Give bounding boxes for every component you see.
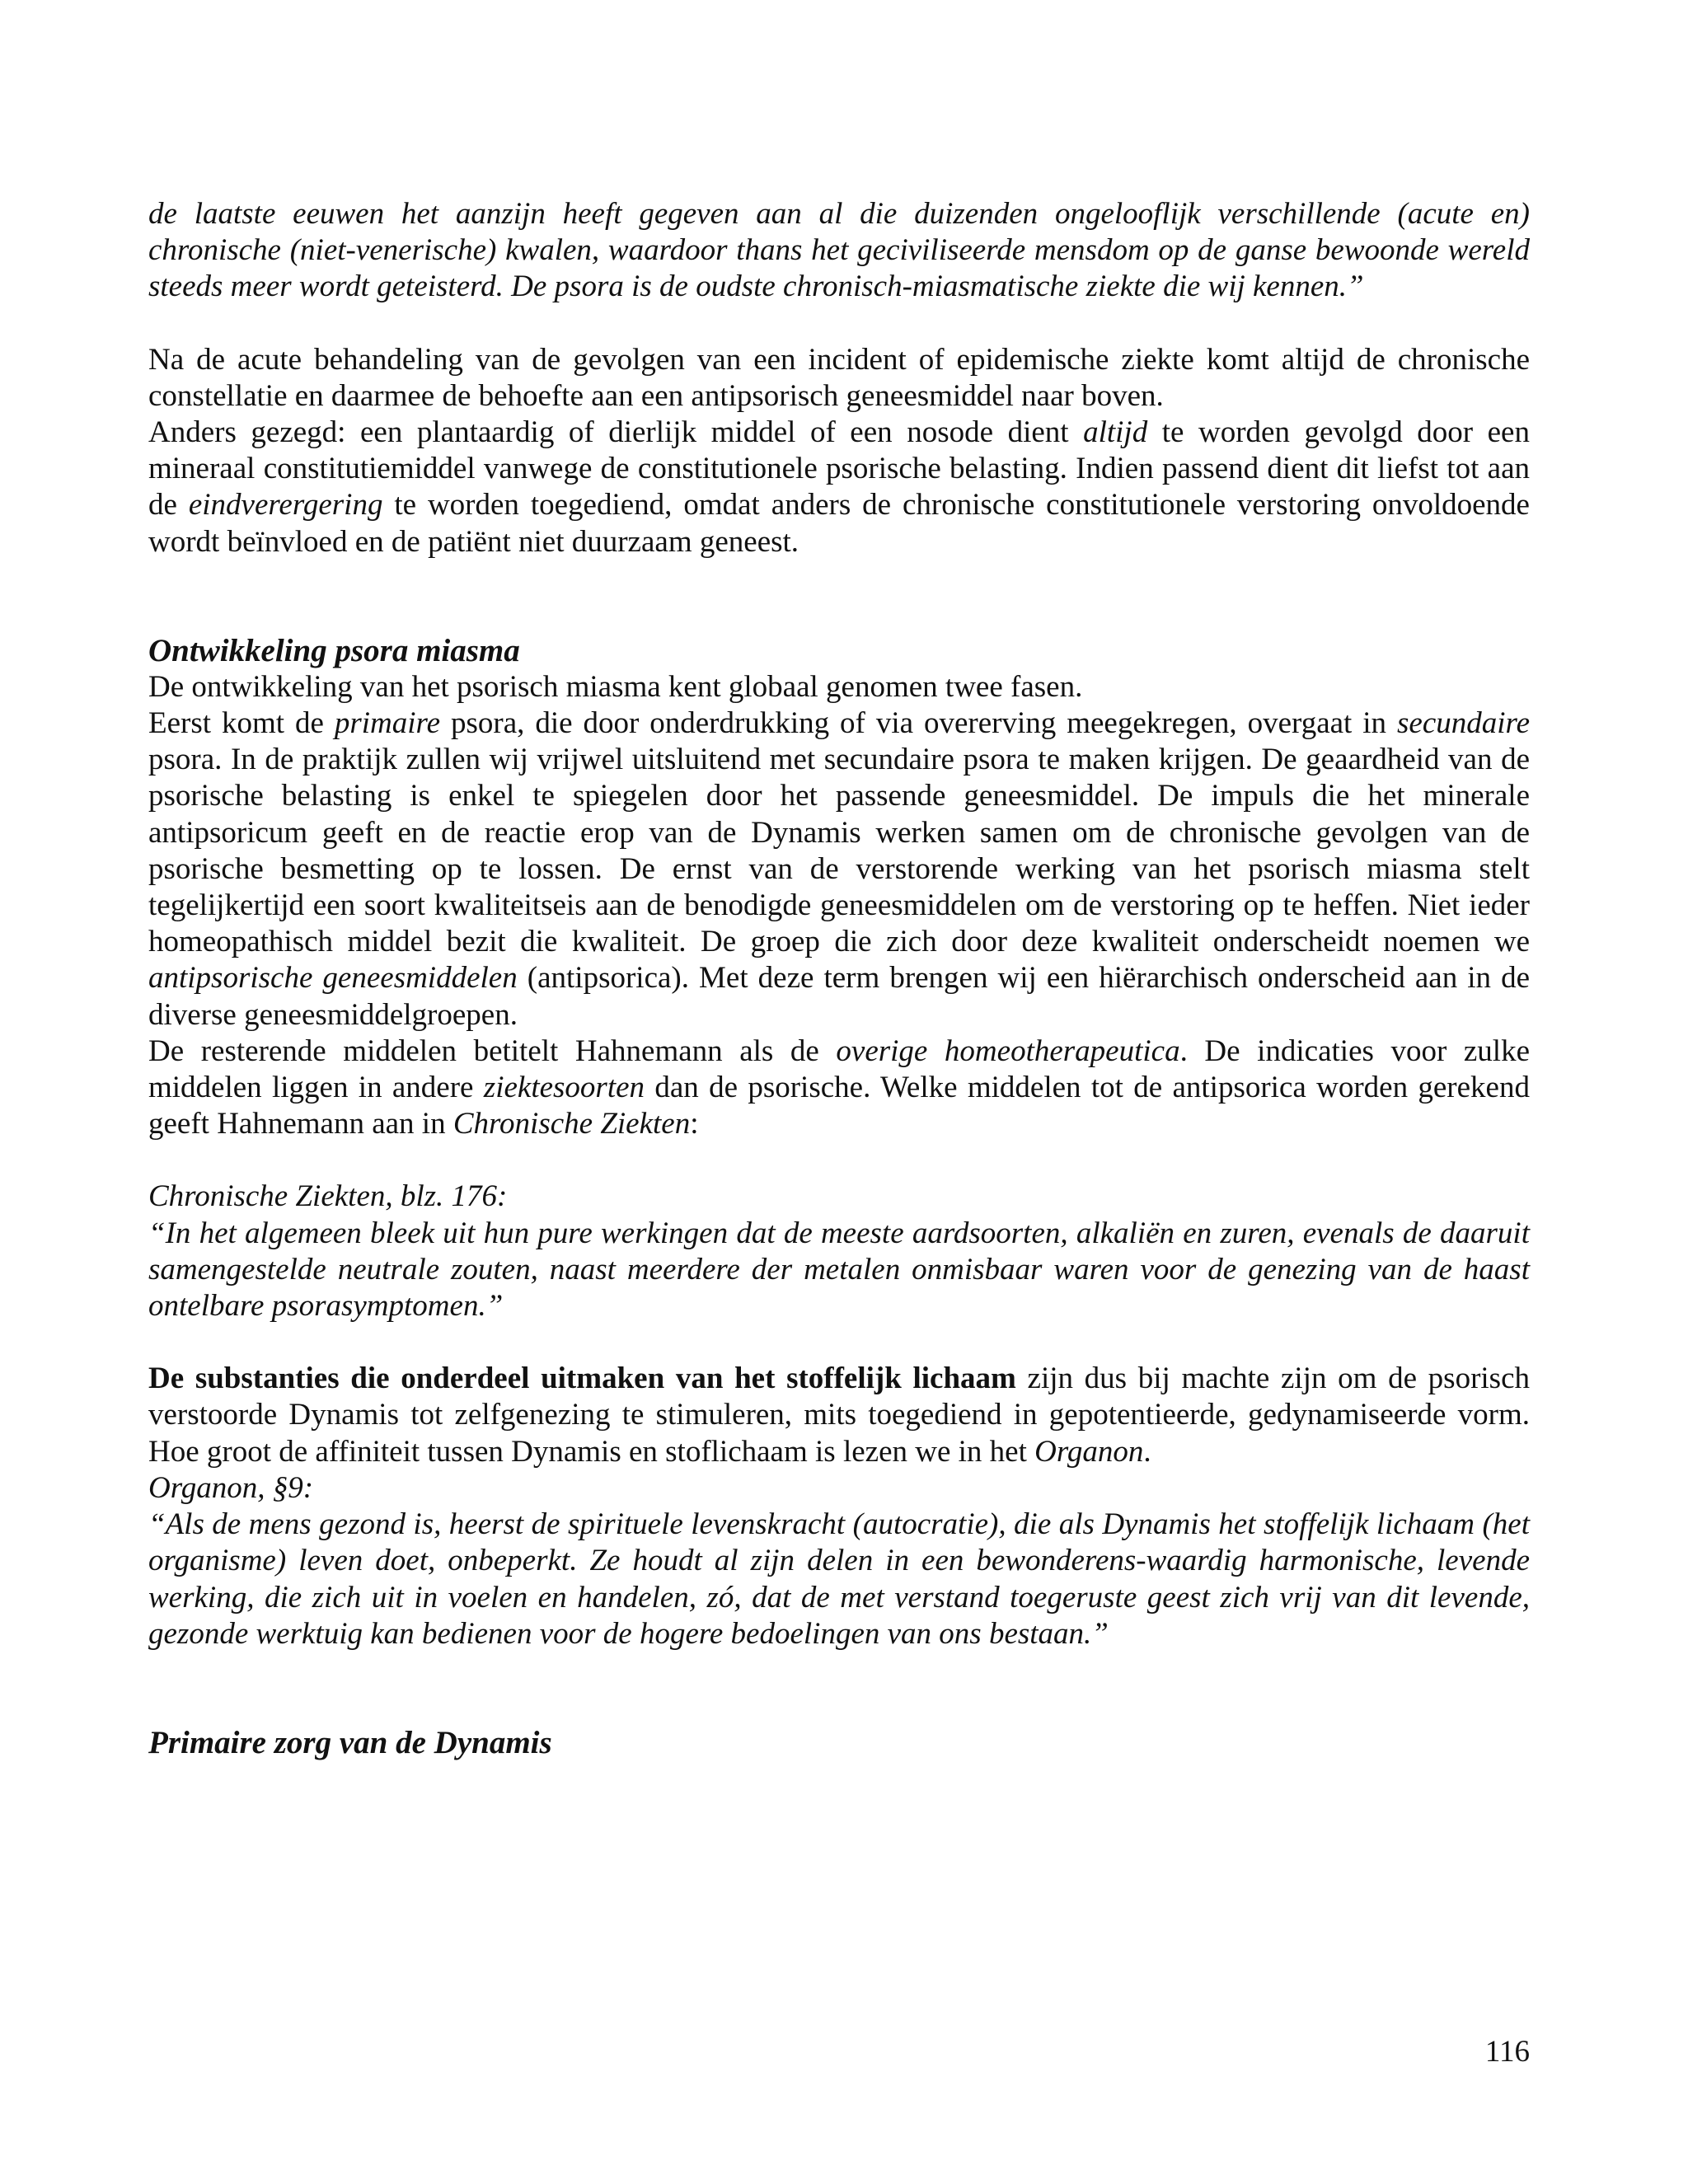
- paragraph-acute-treatment: Na de acute behandeling van de gevolgen van een incident of epidemische ziekte komt altijd de chronische constellatie en daarmee de behoefte aan een antipsorisch geneesmiddel naar boven.: [148, 342, 1530, 413]
- paragraph-anders-gezegd: Anders gezegd: een plantaardig of dierlijk middel of een nosode dient altijd te worden gevolgd door een mineraal constitutiemiddel vanwege de constitutionele psorische belasting. Indien passend dient dit liefst tot aan de eindverergering te worden toegediend, omdat anders de chronische constitutionele verstoring onvoldoende wordt beïnvloed en de patiënt niet duurzaam geneest.: [148, 415, 1530, 559]
- document-body: [148, 196, 1530, 1761]
- quote-chronische-ziekten: “In het algemeen bleek uit hun pure werkingen dat de meeste aardsoorten, alkaliën en zuren, evenals de daaruit samengestelde neutrale zouten, naast meerdere der metalen onmisbaar waren voor de genezing van de haast ontelbare psorasymptomen.”: [148, 1216, 1530, 1324]
- section-heading-ontwikkeling: Ontwikkeling psora miasma: [148, 632, 520, 668]
- paragraph-substanties: De substanties die onderdeel uitmaken van het stoffelijk lichaam zijn dus bij machte zijn om de psorisch verstoorde Dynamis tot zelfgenezing te stimuleren, mits toegediend in gepotentieerde, gedynamiseerde vorm. Hoe groot de affiniteit tussen Dynamis en stoflichaam is lezen we in het Organon.: [148, 1361, 1530, 1469]
- paragraph-primaire-psora: Eerst komt de primaire psora, die door onderdrukking of via overerving meegekregen, overgaat in secundaire psora. In de praktijk zullen wij vrijwel uitsluitend met secundaire psora te maken krijgen. De geaardheid van de psorische belasting is enkel te spiegelen door het passende geneesmiddel. De impuls die het minerale antipsoricum geeft en de reactie erop van de Dynamis werken samen om de chronische gevolgen van de psorische besmetting op te lossen. De ernst van de verstorende werking van het psorisch miasma stelt tegelijkertijd een soort kwaliteitseis aan de benodigde geneesmiddelen om de verstoring op te heffen. Niet ieder homeopathisch middel bezit die kwaliteit. De groep die zich door deze kwaliteit onderscheidt noemen we antipsorische geneesmiddelen (antipsorica). Met deze term brengen wij een hiërarchisch onderscheid aan in de diverse geneesmiddelgroepen.: [148, 706, 1530, 1032]
- quote-organon: “Als de mens gezond is, heerst de spirituele levenskracht (autocratie), die als Dynamis het stoffelijk lichaam (het organisme) leven doet, onbeperkt. Ze houdt al zijn delen in een bewonderens-waardig harmonische, levende werking, die zich uit in voelen en handelen, zó, dat de met verstand toegeruste geest zich vrij van dit levende, gezonde werktuig kan bedienen voor de hogere bedoelingen van ons bestaan.”: [148, 1507, 1530, 1651]
- quote-continuation: de laatste eeuwen het aanzijn heeft gegeven aan al die duizenden ongelooflijk verschillende (acute en) chronische (niet-venerische) kwalen, waardoor thans het geciviliseerde mensdom op de ganse bewoonde wereld steeds meer wordt geteisterd. De psora is de oudste chronisch-miasmatische ziekte die wij kennen.”: [148, 197, 1530, 304]
- section-heading-primaire-zorg: Primaire zorg van de Dynamis: [148, 1724, 552, 1760]
- quote-source-chronische-ziekten: Chronische Ziekten, blz. 176:: [148, 1179, 508, 1214]
- page-number: 116: [1484, 2035, 1530, 2069]
- paragraph-two-phases: De ontwikkeling van het psorisch miasma kent globaal genomen twee fasen.: [148, 669, 1083, 704]
- quote-source-organon: Organon, §9:: [148, 1470, 314, 1505]
- paragraph-resterende-middelen: De resterende middelen betitelt Hahnemann als de overige homeotherapeutica. De indicaties voor zulke middelen liggen in andere ziektesoorten dan de psorische. Welke middelen tot de antipsorica worden gerekend geeft Hahnemann aan in Chronische Ziekten:: [148, 1033, 1531, 1141]
